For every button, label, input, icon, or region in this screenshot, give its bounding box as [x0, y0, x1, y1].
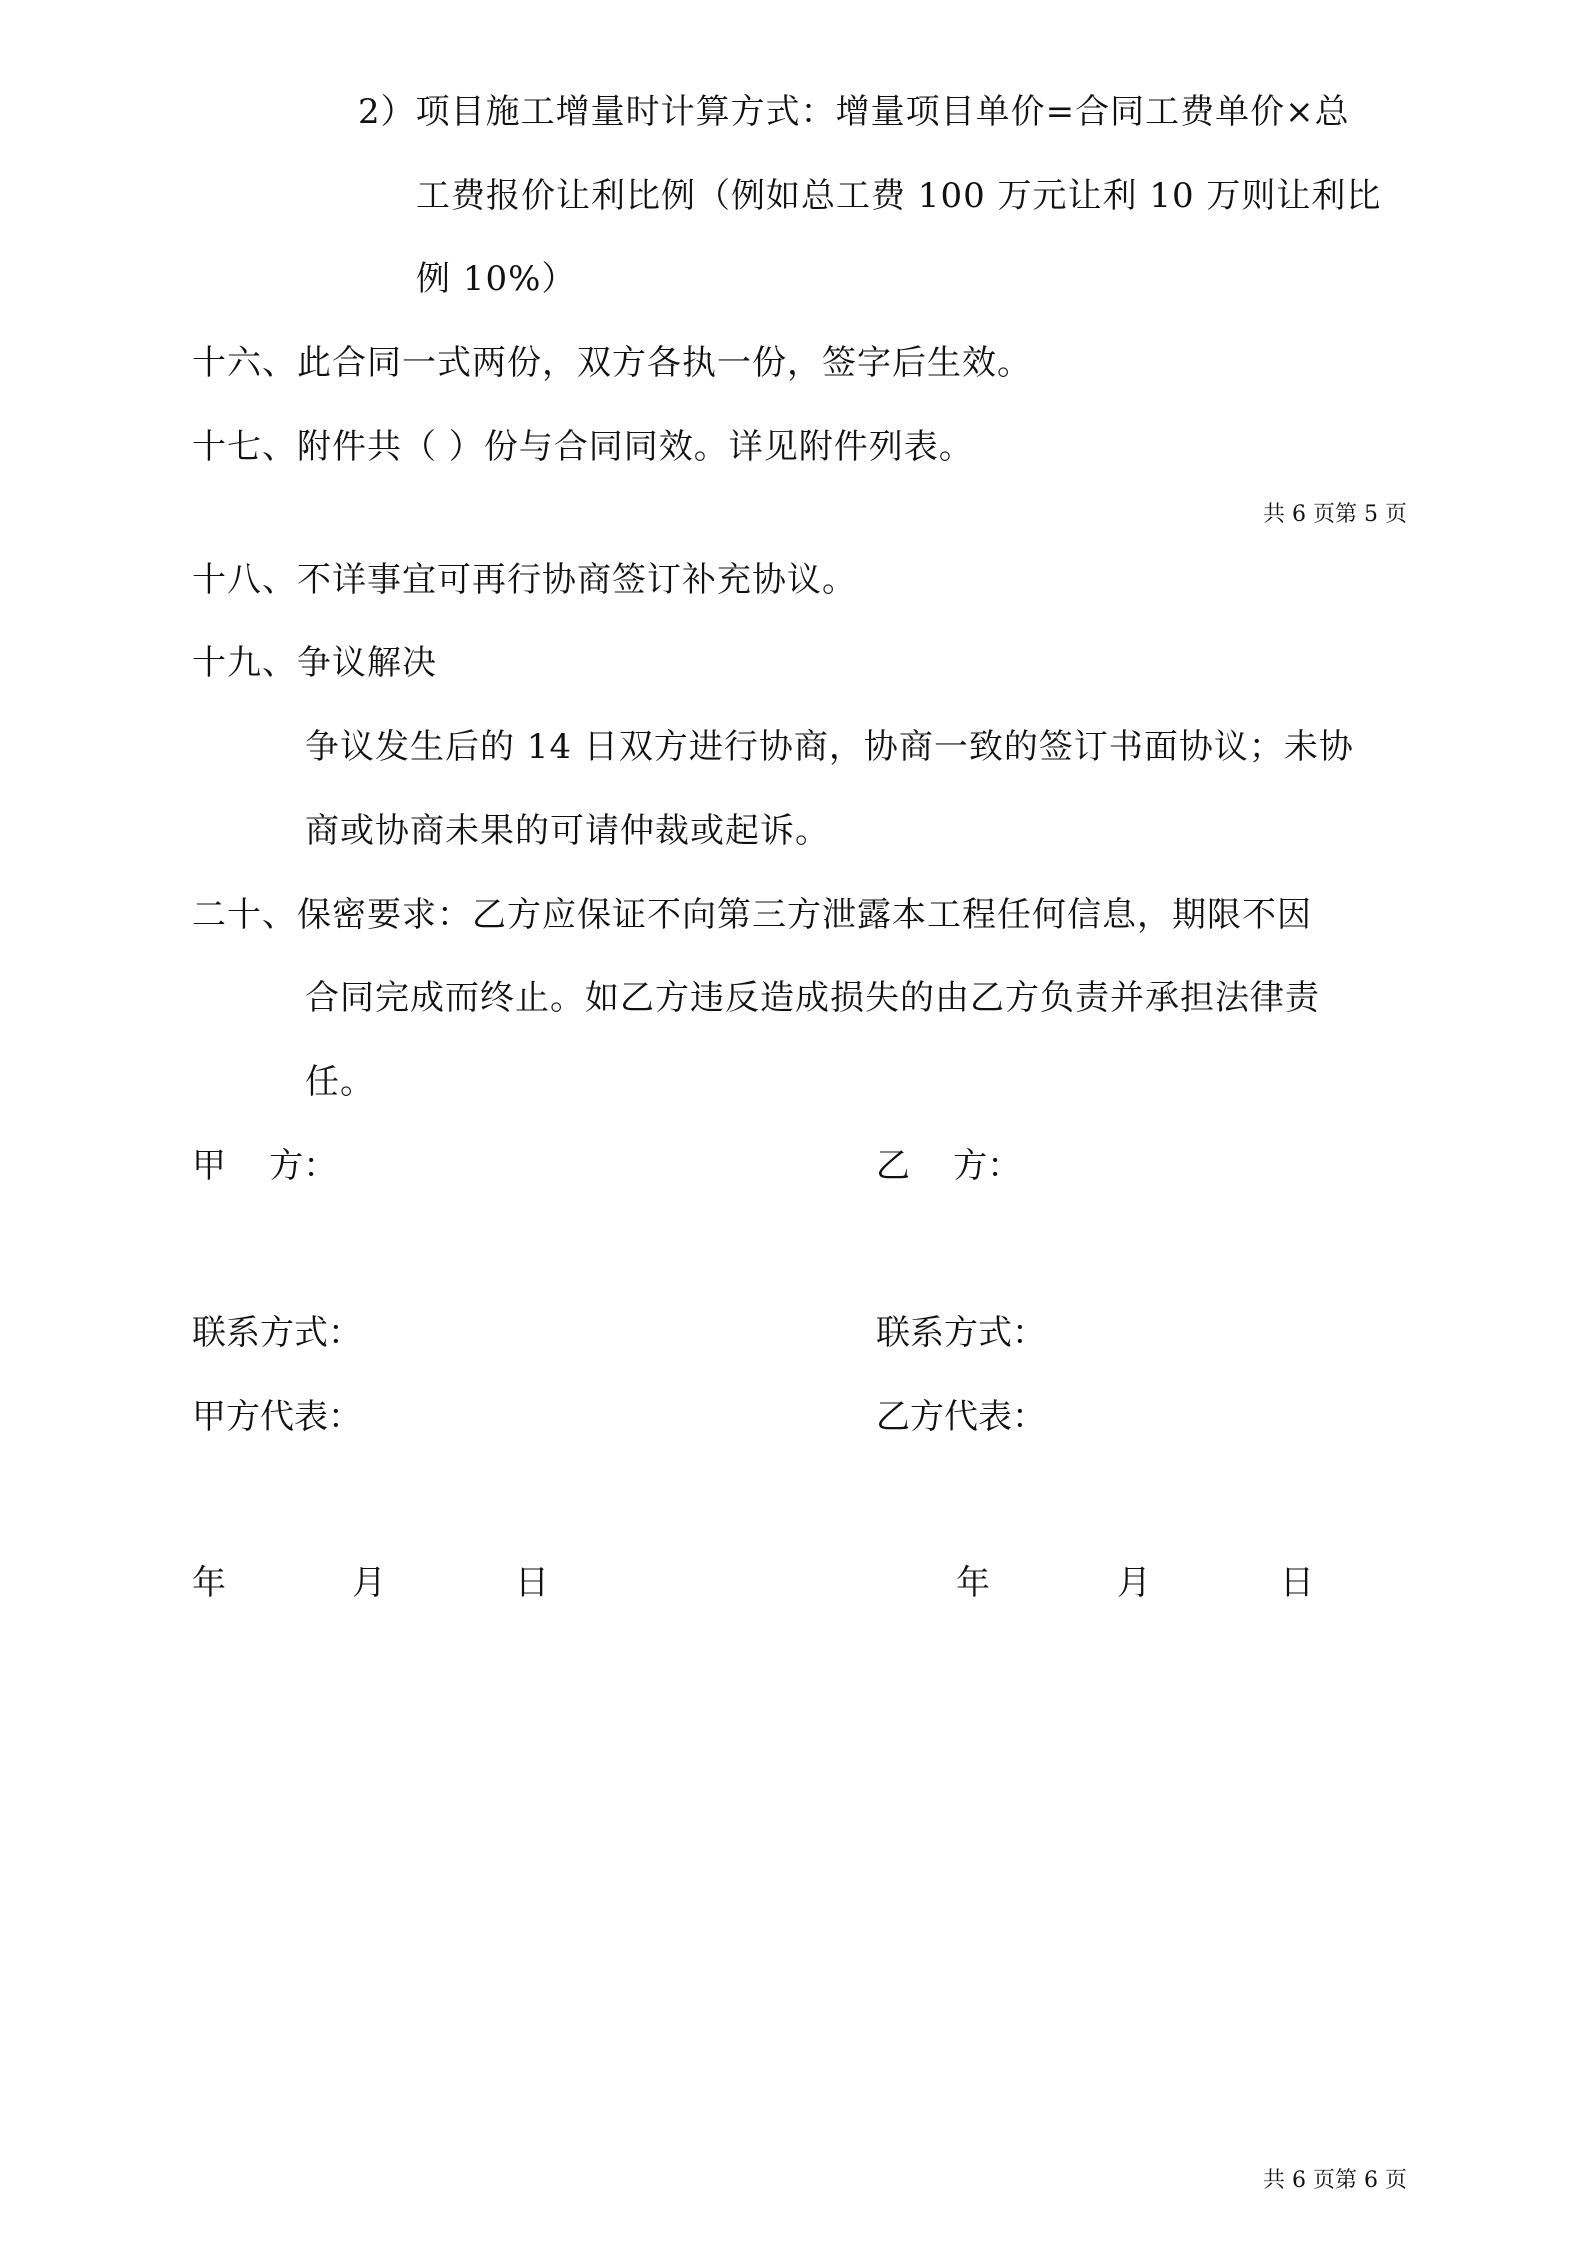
clause-17: 十七、附件共（ ）份与合同同效。详见附件列表。 [192, 427, 974, 467]
party-a-contact-label: 联系方式： [192, 1313, 362, 1353]
page-number-footer: 共 6 页第 5 页 [1263, 502, 1407, 527]
text-line: 2）项目施工增量时计算方式：增量项目单价=合同工费单价×总 [358, 92, 1350, 132]
party-a-date-year: 年 [192, 1563, 226, 1603]
text-line: 争议发生后的 14 日双方进行协商，协商一致的签订书面协议；未协 [305, 727, 1354, 767]
party-b-date-day: 日 [1280, 1563, 1314, 1603]
clause-16: 十六、此合同一式两份，双方各执一份，签字后生效。 [192, 343, 1032, 383]
party-b-representative-label: 乙方代表： [876, 1397, 1046, 1437]
party-a-representative-label: 甲方代表： [192, 1397, 362, 1437]
clause-19-heading: 十九、争议解决 [192, 643, 437, 683]
party-a-date-day: 日 [515, 1563, 549, 1603]
text-line: 例 10%） [416, 259, 577, 299]
party-b-label: 乙 方： [876, 1146, 1022, 1186]
text-line: 合同完成而终止。如乙方违反造成损失的由乙方负责并承担法律责 [305, 978, 1320, 1018]
party-a-label: 甲 方： [192, 1146, 338, 1186]
clause-18: 十八、不详事宜可再行协商签订补充协议。 [192, 560, 857, 600]
text-line: 工费报价让利比例（例如总工费 100 万元让利 10 万则让利比 [416, 176, 1382, 216]
text-line: 任。 [305, 1062, 375, 1102]
party-a-date-month: 月 [352, 1563, 386, 1603]
clause-20: 二十、保密要求：乙方应保证不向第三方泄露本工程任何信息，期限不因 [192, 895, 1312, 935]
party-b-contact-label: 联系方式： [876, 1313, 1046, 1353]
party-b-date-month: 月 [1117, 1563, 1151, 1603]
page-number-footer: 共 6 页第 6 页 [1263, 2168, 1407, 2193]
party-b-date-year: 年 [956, 1563, 990, 1603]
text-line: 商或协商未果的可请仲裁或起诉。 [305, 811, 830, 851]
